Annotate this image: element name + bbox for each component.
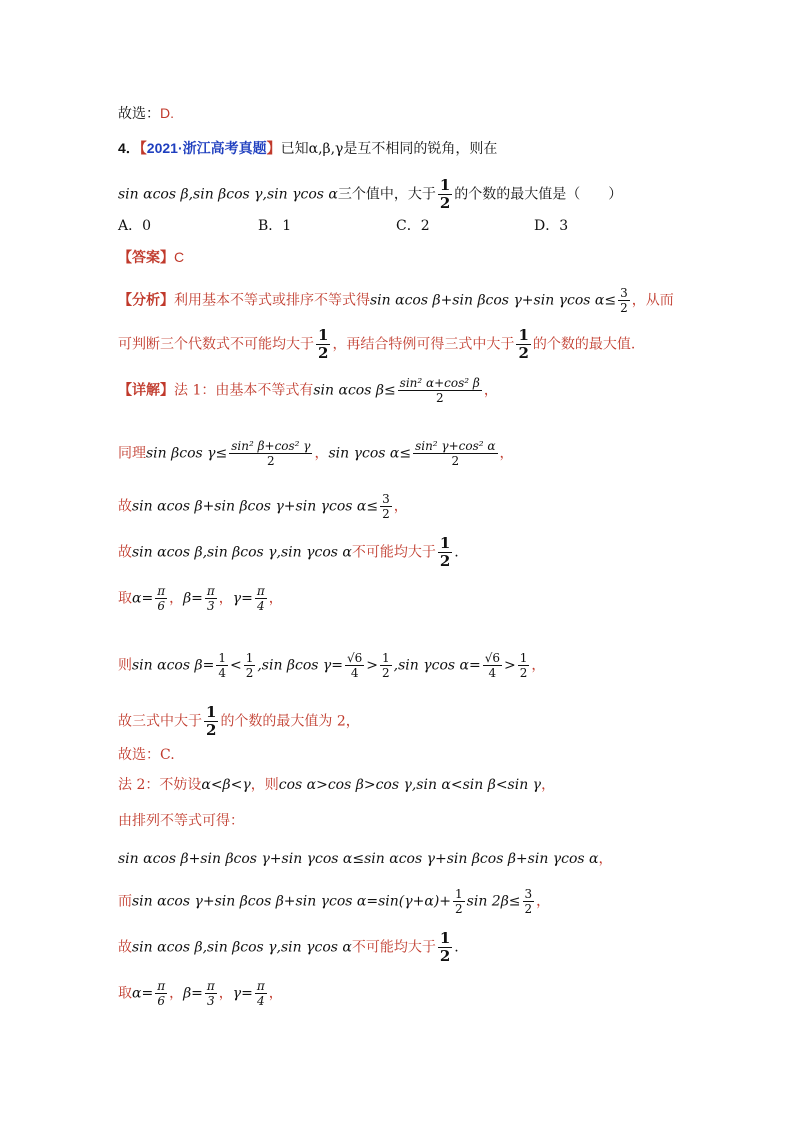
analysis-text-2a: 可判断三个代数式不可能均大于 [118,336,314,353]
alpha-eq: α= [132,590,154,607]
problem-header-line [118,141,734,156]
period: . [454,939,459,956]
analysis-text-2c: 的个数的最大值. [532,336,636,353]
analysis-three-halves: $\frac{3}{2}$ [620,286,628,315]
sep: ， [169,985,184,1002]
beta-eq: β= [183,985,203,1002]
source-bracket-close: 】 [266,141,281,157]
answer-line [118,250,734,265]
detail-line-2 [118,440,734,467]
method2-line-3 [118,852,734,866]
problem-source: 2021·浙江高考真题 [146,140,267,156]
gu: 故 [118,544,132,561]
top-answer-label: 故选： [118,106,160,122]
m5-half: $\frac{1}{2}$ [455,887,463,916]
option-a: A．0 [118,218,152,234]
detail-sum-expr: sin αcos β+sin βcos γ+sin γcos α≤ [132,498,379,515]
sqrt6-over-4-a: $\frac{√6}{4}$ [347,651,363,680]
one-half-a: $\frac{1}{2}$ [245,651,254,680]
m5-expr: sin αcos γ+sin βcos β+sin γcos α=sin(γ+α)+ [132,893,452,910]
m2-expr2: cos α>cos β>cos γ,sin α<sin β<sin γ [278,777,542,793]
comma: ， [393,498,408,515]
one-fourth: $\frac{1}{4}$ [218,651,226,680]
detail-expr-1: sin αcos β≤ [313,382,396,399]
analysis-text-2b: ，再结合特例可得三式中大于 [332,336,515,353]
m2-c: ， [541,777,556,793]
pi-over-3: $\frac{\pi}{3}$ [206,584,215,613]
detail-line-1 [118,377,734,404]
m2-b: ，则 [250,777,279,793]
method2-line-1 [118,778,734,792]
gt: > [366,657,379,674]
detail-half-2: $\frac{1}{2}$ [206,703,217,739]
method2-line-2 [118,814,734,828]
comma: ， [483,382,498,399]
comma: ， [598,851,613,867]
stem-expression: sin αcos β,sin βcos γ,sin γcos α [118,186,338,203]
sep: ， [218,985,233,1002]
option-b: B．1 [258,218,292,234]
analysis-label: 【分析】 [118,292,174,309]
detail-frac-1: $\frac{\text{sin² α+cos² β}}{2}$ [399,376,480,405]
analysis-line-2 [118,328,734,361]
m2-expr: α<β<γ [201,777,251,793]
m3: 由排列不等式可得： [118,813,244,829]
pi-over-6: $\frac{\pi}{6}$ [157,979,166,1008]
stem-tail: 的个数的最大值是（ ） [454,186,623,203]
choose-c: 故选：C. [118,747,175,763]
top-answer-value: D. [160,105,174,121]
comma: ， [314,445,329,462]
beta-eq: β= [183,590,203,607]
comma: ， [536,893,551,910]
ze: 则 [118,657,132,674]
problem-number: 4． [118,140,140,156]
pi-over-6: $\frac{\pi}{6}$ [157,584,166,613]
problem-stem-a: 已知α,β,γ是互不相同的锐角，则在 [280,141,498,157]
analysis-half-1: $\frac{1}{2}$ [318,326,329,362]
e8-b: 的个数的最大值为 2， [220,713,360,730]
detail-half: $\frac{1}{2}$ [439,534,451,570]
comma: ， [499,445,514,462]
e8-a: 故三式中大于 [118,713,202,730]
sep: ， [169,590,184,607]
sep: ， [218,590,233,607]
answer-value: C [174,249,185,265]
pi-over-4: $\frac{\pi}{4}$ [256,979,265,1008]
sqrt6-over-4-b: $\frac{√6}{4}$ [484,651,500,680]
analysis-tail: ，从而 [631,292,674,309]
comma: ， [531,657,546,674]
detail-line-8 [118,748,734,762]
e7-c: ,sin γcos α= [393,657,481,674]
one-half-c: $\frac{1}{2}$ [519,651,528,680]
e7-b: ,sin βcos γ= [257,657,344,674]
stem-text: 三个值中，大于 [337,186,436,203]
alpha-eq: α= [132,985,154,1002]
e7-a: sin αcos β= [132,657,215,674]
top-answer-line [118,106,734,121]
tongli: 同理 [118,445,146,462]
period: . [454,544,459,561]
detail-frac-3: $\frac{\text{sin² γ+cos² α}}{2}$ [415,439,496,468]
m2-half: $\frac{1}{2}$ [439,929,451,965]
method2-line-4 [118,888,734,915]
not-all-greater: 不可能均大于 [351,544,436,561]
gamma-eq: γ= [232,985,253,1002]
option-c: C．2 [396,218,430,234]
analysis-half-2: $\frac{1}{2}$ [518,326,529,362]
detail-expr-2: sin βcos γ≤ [146,445,228,462]
analysis-text-1: 利用基本不等式或排序不等式得 [174,292,370,309]
detail-three-exprs: sin αcos β,sin βcos γ,sin γcos α [132,544,352,561]
gamma-eq: γ= [232,590,253,607]
answer-label: 【答案】 [118,250,174,266]
detail-line-6 [118,652,734,679]
lt: < [229,657,242,674]
pi-over-3: $\frac{\pi}{3}$ [206,979,215,1008]
m2-three-exprs: sin αcos β,sin βcos γ,sin γcos α [132,939,352,956]
m5-three-halves: $\frac{3}{2}$ [524,887,533,916]
half-fraction: $\frac{1}{2}$ [439,176,451,212]
gt: > [504,657,516,674]
comma: ， [268,590,283,607]
problem-stem-line [118,178,734,211]
gu: 故 [118,939,132,956]
detail-expr-3: sin γcos α≤ [328,445,412,462]
method2-line-6 [118,980,734,1007]
analysis-line-1 [118,287,734,314]
detail-method1-text: 法 1：由基本不等式有 [174,382,314,399]
take: 取 [118,985,132,1002]
take: 取 [118,590,132,607]
detail-line-7 [118,705,734,738]
pi-over-4: $\frac{\pi}{4}$ [256,584,265,613]
comma: ， [268,985,283,1002]
detail-line-3 [118,493,734,520]
analysis-expression: sin αcos β+sin βcos γ+sin γcos α≤ [370,292,617,309]
detail-frac-2: $\frac{\text{sin² β+cos² γ}}{2}$ [231,439,311,468]
not-all-greater: 不可能均大于 [351,939,436,956]
m4-expr: sin αcos β+sin βcos γ+sin γcos α≤sin αcos γ+sin βcos β+sin γcos α [118,851,599,867]
m5-tail: sin 2β≤ [466,893,521,910]
method2-line-5 [118,931,734,964]
detail-label: 【详解】 [118,382,174,399]
gu: 故 [118,498,132,515]
m2-a: 法 2：不妨设 [118,777,202,793]
detail-line-4 [118,536,734,569]
detail-line-5 [118,585,734,612]
option-d: D．3 [534,218,569,234]
m5-pre: 而 [118,893,132,910]
one-half-b: $\frac{1}{2}$ [382,651,390,680]
source-bracket-open: 【 [139,141,147,157]
detail-three-halves: $\frac{3}{2}$ [382,492,390,521]
